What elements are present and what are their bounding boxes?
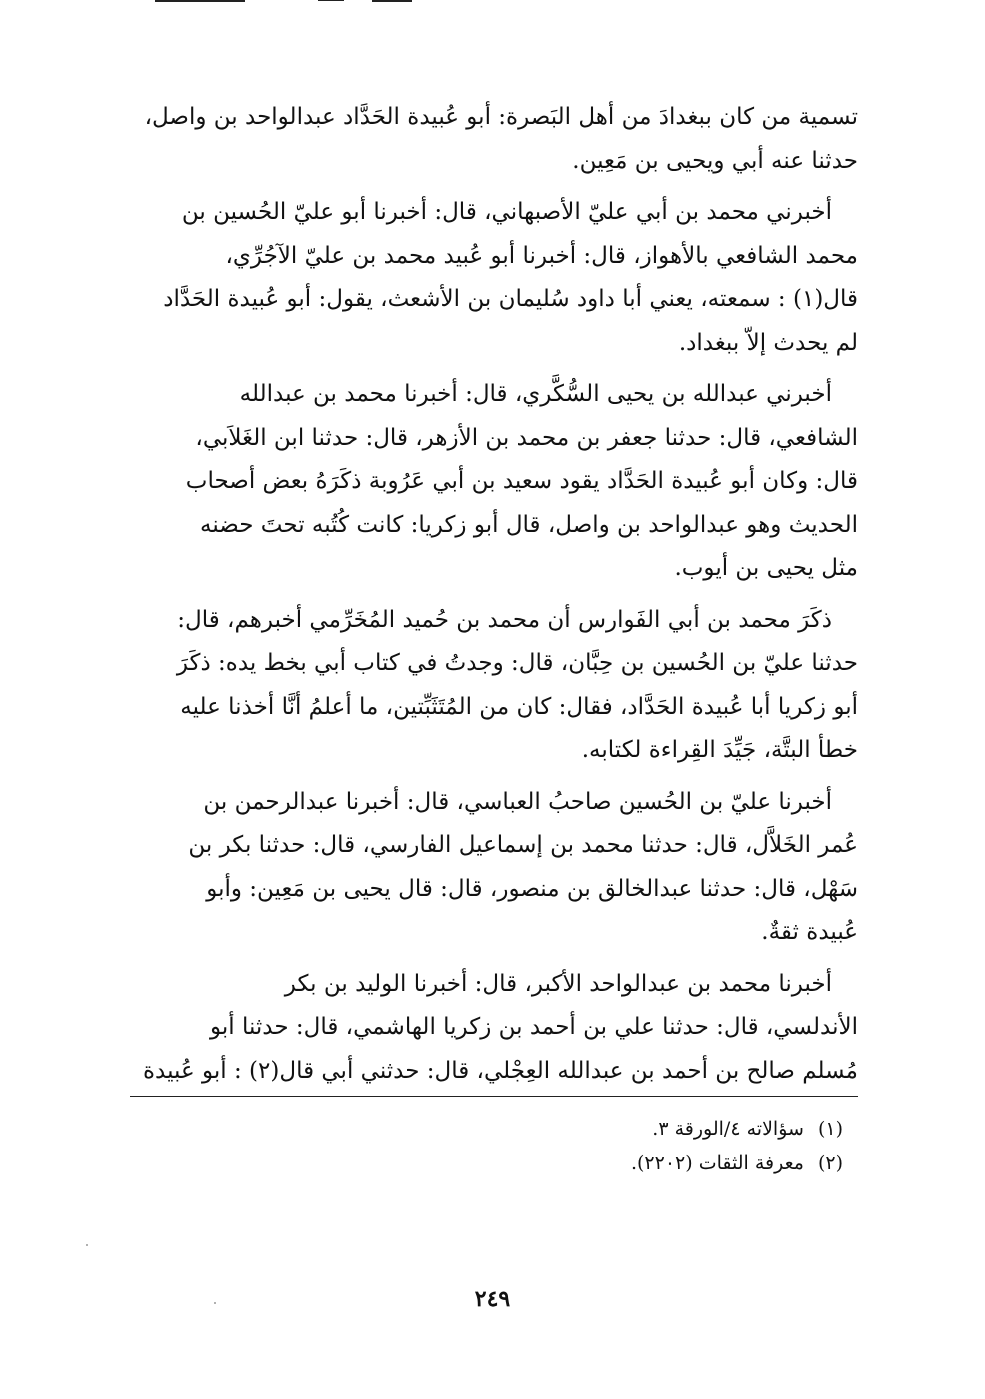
text-line: مثل يحيى بن أيوب.: [674, 555, 858, 581]
text-line: حدثنا عليّ بن الحُسين بن حِبَّان، قال: وجدتُ في كتاب أبي بخط يده: ذكَرَ: [176, 650, 858, 676]
text-line: الشافعي، قال: حدثنا جعفر بن محمد بن الأزهر، قال: حدثنا ابن الغَلاَبي،: [195, 424, 858, 451]
top-edge-mark: [155, 0, 245, 2]
text-line: الأندلسي، قال: حدثنا علي بن أحمد بن زكريا الهاشمي، قال: حدثنا أبو: [209, 1014, 858, 1040]
text-line: عُبيدة ثقةٌ.: [761, 919, 858, 945]
footnote-text: سؤالاته ٤/الورقة ٣.: [652, 1118, 804, 1140]
text-line: أخبرنا محمد بن عبدالواحد الأكبر، قال: أخبرنا الوليد بن بكر: [284, 970, 832, 997]
paragraph: [130, 599, 858, 773]
footnote-text: معرفة الثقات (٢٢٠٢).: [630, 1152, 804, 1174]
text-line: لم يحدث إلاّ ببغداد.: [678, 329, 858, 356]
scan-speck: [214, 1302, 216, 1304]
paragraph: [130, 963, 858, 1094]
text-line: حدثنا عنه أبي ويحيى بن مَعِين.: [572, 147, 858, 174]
text-line: أبو زكريا أبا عُبيدة الحَدَّاد، فقال: كان من المُتَثَبِّتين، ما أعلمُ أنَّا أخذنا عليه: [180, 693, 858, 720]
paragraph: [130, 373, 858, 591]
footnote: [127, 1112, 855, 1146]
text-line: أخبرني عبدالله بن يحيى السُّكَّري، قال: أخبرنا محمد بن عبدالله: [239, 381, 832, 407]
text-line: الحديث وهو عبدالواحد بن واصل، قال أبو زكريا: كانت كُتُبه تحتَ حضنه: [200, 511, 858, 538]
paragraph: [130, 781, 858, 955]
text-line: أخبرني محمد بن أبي عليّ الأصبهاني، قال: أخبرنا أبو عليّ الحُسين بن: [181, 199, 832, 225]
text-line: أخبرنا عليّ بن الحُسين صاحبُ العباسي، قال: أخبرنا عبدالرحمن بن: [203, 788, 832, 815]
footnote-number: (١): [817, 1118, 843, 1140]
text-line: خطأ البتَّة، جَيِّدَ القِراءة لكتابه.: [581, 737, 858, 763]
footnote-separator: [130, 1096, 858, 1097]
footnote: [127, 1146, 855, 1180]
text-line: تسمية من كان ببغدادَ من أهل البَصرة: أبو عُبيدة الحَدَّاد عبدالواحد بن واصل،: [144, 104, 858, 130]
text-line: ذكَرَ محمد بن أبي الفَوارس أن محمد بن حُميد المُخَرِّمي أخبرهم، قال:: [177, 606, 832, 633]
text-line: قال(١) : سمعته، يعني أبا داود سُليمان بن الأشعث، يقول: أبو عُبيدة الحَدَّاد: [163, 286, 858, 312]
scan-speck: [86, 1244, 88, 1246]
top-edge-mark: [318, 0, 344, 1]
footnotes: [127, 1112, 855, 1180]
main-text: [130, 96, 858, 1101]
paragraph: [130, 96, 858, 183]
text-line: مُسلم صالح بن أحمد بن عبدالله العِجْلي، قال: حدثني أبي قال(٢) : أبو عُبيدة: [142, 1057, 858, 1084]
text-line: قال: وكان أبو عُبيدة الحَدَّاد يقود سعيد بن أبي عَرُوبة ذكَرَهُ بعض أصحاب: [185, 468, 858, 494]
page-number: ٢٤٩: [474, 1286, 511, 1312]
footnote-number: (٢): [817, 1152, 843, 1174]
text-line: محمد الشافعي بالأهواز، قال: أخبرنا أبو عُبيد محمد بن عليّ الآجُرِّي،: [225, 242, 858, 269]
paragraph: [130, 191, 858, 365]
top-edge-mark: [372, 0, 412, 2]
text-line: عُمر الخَلاَّل، قال: حدثنا محمد بن إسماعيل الفارسي، قال: حدثنا بكر بن: [188, 832, 858, 858]
text-line: سَهْل، قال: حدثنا عبدالخالق بن منصور، قال: قال يحيى بن مَعِين: وأبو: [206, 875, 858, 902]
